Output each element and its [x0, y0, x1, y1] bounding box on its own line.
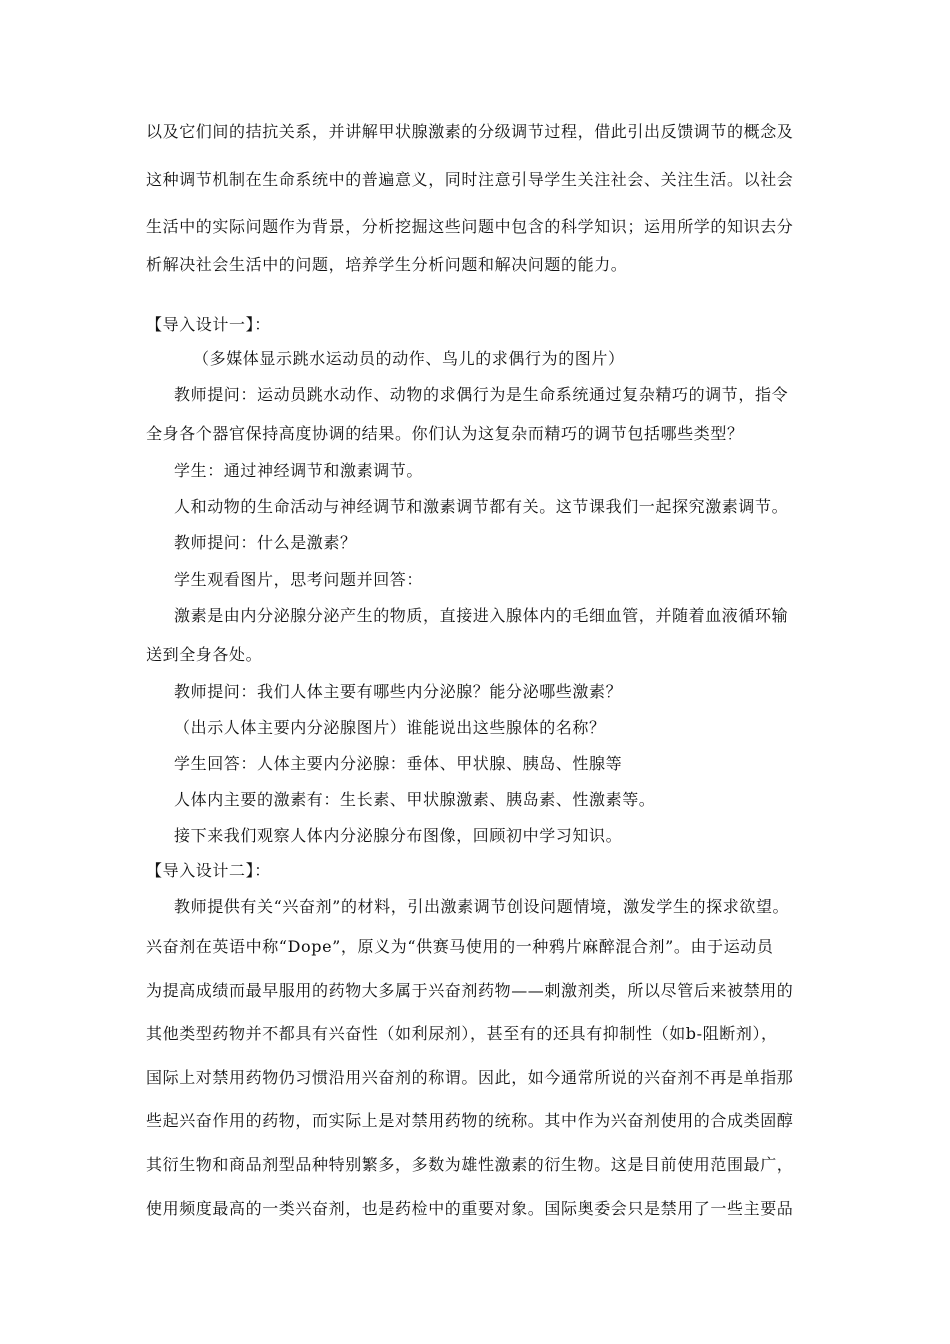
paragraph-line: 激素是由内分泌腺分泌产生的物质，直接进入腺体内的毛细血管，并随着血液循环输 — [174, 606, 789, 625]
paragraph-line: （出示人体主要内分泌腺图片）谁能说出这些腺体的名称？ — [174, 718, 606, 737]
paragraph-line: 这种调节机制在生命系统中的普遍意义，同时注意引导学生关注社会、关注生活。以社会 — [146, 170, 794, 189]
paragraph-line: 接下来我们观察人体内分泌腺分布图像，回顾初中学习知识。 — [174, 826, 623, 845]
paragraph-line: 析解决社会生活中的问题，培养学生分析问题和解决问题的能力。 — [146, 255, 628, 274]
paragraph-line: 教师提供有关“兴奋剂”的材料，引出激素调节创设问题情境，激发学生的探求欲望。 — [174, 897, 790, 916]
paragraph-line: 使用频度最高的一类兴奋剂，也是药检中的重要对象。国际奥委会只是禁用了一些主要品 — [146, 1199, 794, 1218]
paragraph-line: 为提高成绩而最早服用的药物大多属于兴奋剂药物——刺激剂类，所以尽管后来被禁用的 — [146, 981, 794, 1000]
paragraph-line: （多媒体显示跳水运动员的动作、鸟儿的求偶行为的图片） — [193, 349, 625, 368]
paragraph-line: 全身各个器官保持高度协调的结果。你们认为这复杂而精巧的调节包括哪些类型？ — [146, 424, 744, 443]
paragraph-line: 教师提问：运动员跳水动作、动物的求偶行为是生命系统通过复杂精巧的调节，指令 — [174, 385, 789, 404]
paragraph-line: 以及它们间的拮抗关系，并讲解甲状腺激素的分级调节过程，借此引出反馈调节的概念及 — [146, 122, 794, 141]
paragraph-line: 些起兴奋作用的药物，而实际上是对禁用药物的统称。其中作为兴奋剂使用的合成类固醇 — [146, 1111, 794, 1130]
paragraph-line: 生活中的实际问题作为背景，分析挖掘这些问题中包含的科学知识；运用所学的知识去分 — [146, 217, 794, 236]
paragraph-line: 兴奋剂在英语中称“Dope”，原义为“供赛马使用的一种鸦片麻醉混合剂”。由于运动员 — [146, 937, 774, 956]
paragraph-line: 学生回答：人体主要内分泌腺：垂体、甲状腺、胰岛、性腺等 — [174, 754, 623, 773]
paragraph-line: 学生观看图片，思考问题并回答： — [174, 570, 424, 589]
section-heading: 【导入设计一】： — [146, 315, 271, 334]
paragraph-line: 人体内主要的激素有：生长素、甲状腺激素、胰岛素、性激素等。 — [174, 790, 656, 809]
section-heading: 【导入设计二】： — [146, 861, 271, 880]
paragraph-line: 送到全身各处。 — [146, 645, 263, 664]
paragraph-line: 其他类型药物并不都具有兴奋性（如利尿剂），甚至有的还具有抑制性（如b-阻断剂）， — [146, 1024, 778, 1043]
paragraph-line: 教师提问：我们人体主要有哪些内分泌腺？能分泌哪些激素？ — [174, 682, 623, 701]
paragraph-line: 教师提问：什么是激素？ — [174, 533, 357, 552]
paragraph-line: 人和动物的生命活动与神经调节和激素调节都有关。这节课我们一起探究激素调节。 — [174, 497, 789, 516]
paragraph-line: 学生：通过神经调节和激素调节。 — [174, 461, 424, 480]
paragraph-line: 其衍生物和商品剂型品种特别繁多，多数为雄性激素的衍生物。这是目前使用范围最广， — [146, 1155, 794, 1174]
paragraph-line: 国际上对禁用药物仍习惯沿用兴奋剂的称谓。因此，如今通常所说的兴奋剂不再是单指那 — [146, 1068, 794, 1087]
